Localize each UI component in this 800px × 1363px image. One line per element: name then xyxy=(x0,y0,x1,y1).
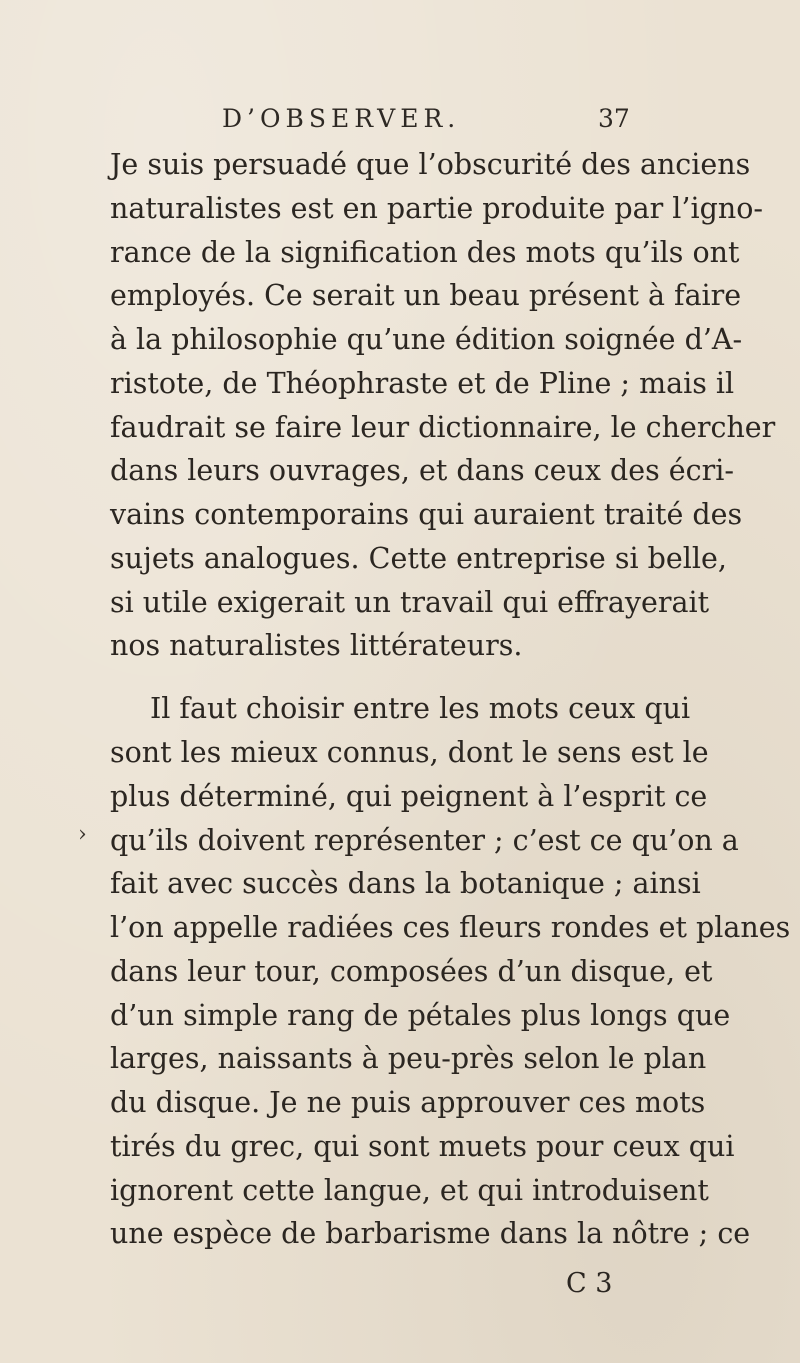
text-line: vains contemporains qui auraient traité des xyxy=(110,498,743,531)
text-line: une espèce de barbarisme dans la nôtre ; ce xyxy=(110,1217,751,1250)
text-line: à la philosophie qu’une édition soignée d’A- xyxy=(110,323,743,356)
text-line: larges, naissants à peu-près selon le plan xyxy=(110,1042,707,1075)
text-line: sujets analogues. Cette entreprise si belle, xyxy=(110,542,727,575)
text-line: l’on appelle radiées ces fleurs rondes et planes xyxy=(110,911,791,944)
text-line: ignorent cette langue, et qui introduisent xyxy=(110,1174,709,1207)
text-line: plus déterminé, qui peignent à l’esprit ce xyxy=(110,780,708,813)
text-line: Je suis persuadé que l’obscurité des anciens xyxy=(110,148,751,181)
text-line: ristote, de Théophraste et de Pline ; mais il xyxy=(110,367,735,400)
signature-mark: C 3 xyxy=(566,1268,613,1299)
text-line: qu’ils doivent représenter ; c’est ce qu’on a xyxy=(110,824,739,857)
text-line: rance de la signification des mots qu’ils ont xyxy=(110,236,740,269)
text-line: sont les mieux connus, dont le sens est le xyxy=(110,736,709,769)
text-line: dans leur tour, composées d’un disque, et xyxy=(110,955,713,988)
text-line: d’un simple rang de pétales plus longs que xyxy=(110,999,731,1032)
text-line: dans leurs ouvrages, et dans ceux des écri- xyxy=(110,454,734,487)
text-line: nos naturalistes littérateurs. xyxy=(110,629,523,662)
text-line: fait avec succès dans la botanique ; ainsi xyxy=(110,867,701,900)
running-head: D’OBSERVER. xyxy=(222,104,461,133)
text-line: Il faut choisir entre les mots ceux qui xyxy=(150,692,691,725)
text-line: employés. Ce serait un beau présent à faire xyxy=(110,279,742,312)
text-line: du disque. Je ne puis approuver ces mots xyxy=(110,1086,706,1119)
text-line: faudrait se faire leur dictionnaire, le chercher xyxy=(110,411,776,444)
text-line: naturalistes est en partie produite par l’igno- xyxy=(110,192,763,225)
text-line: tirés du grec, qui sont muets pour ceux qui xyxy=(110,1130,735,1163)
page-number: 37 xyxy=(598,104,630,133)
margin-mark-icon: › xyxy=(78,822,87,847)
text-line: si utile exigerait un travail qui effrayerait xyxy=(110,586,710,619)
